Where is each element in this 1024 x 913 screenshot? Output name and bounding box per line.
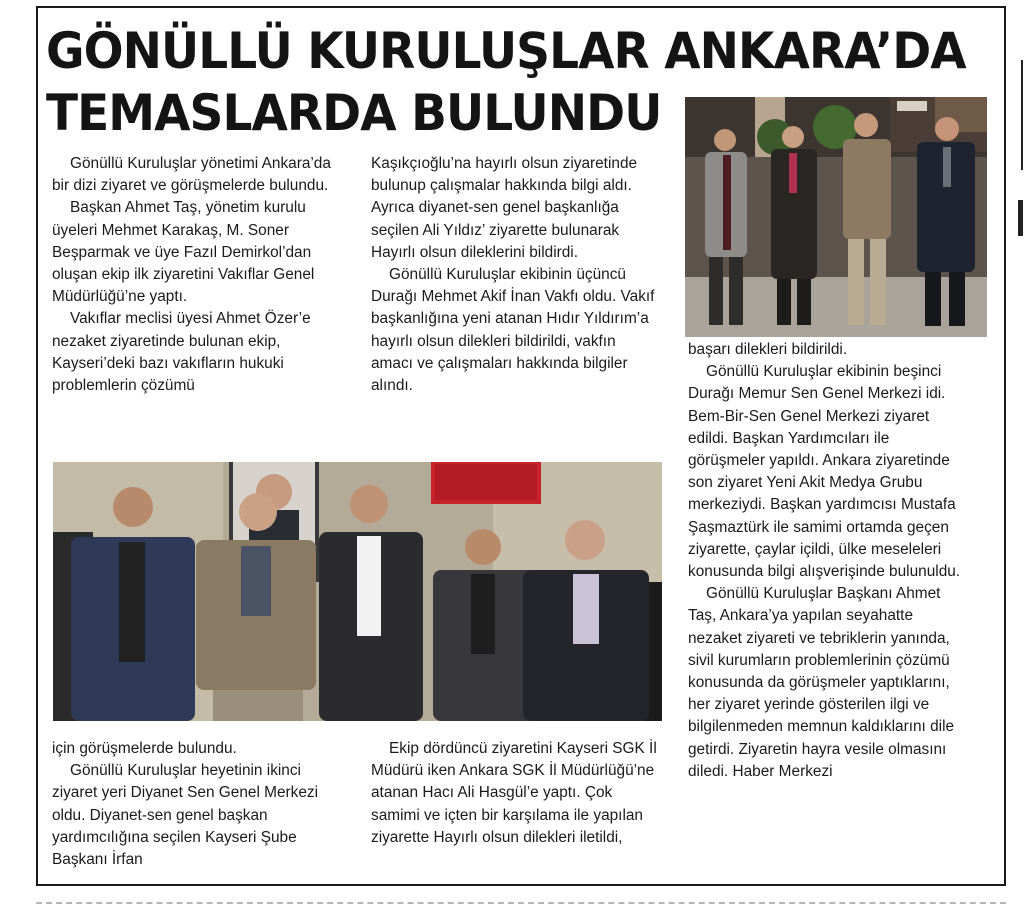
- column-2-top: [371, 153, 661, 397]
- column-1-top: [52, 153, 342, 397]
- paragraph: Gönüllü Kuruluşlar yönetimi Ankara’da bir dizi ziyaret ve görüşmelerde bulundu.: [52, 155, 331, 195]
- column-1-bottom: [52, 738, 342, 871]
- paragraph: Gönüllü Kuruluşlar ekibinin üçüncü Durağı Mehmet Akif İnan Vakfı oldu. Vakıf başkanlığına yeni atanan Hıdır Yıldırım’a hayırlı olsun dilekleri bildirildi, vakfın amacı ve çalışmaları hakkında bilgiler alındı.: [371, 266, 655, 395]
- paragraph: Kaşıkçıoğlu’na hayırlı olsun ziyaretinde bulunup çalışmalar hakkında bilgi aldı. Ayrıca diyanet-sen genel başkanlığa seçilen Ali Yıldız’ ziyarette bulunarak Hayırlı olsun dileklerini bildirdi.: [371, 155, 638, 261]
- paragraph: Ekip dördüncü ziyaretini Kayseri SGK İl Müdürü iken Ankara SGK İl Müdürlüğü’ne atanan Hacı Ali Hasgül’e yaptı. Çok samimi ve içten bir karşılama ile yapılan ziyarette Hayırlı olsun dilekleri iletildi,: [371, 740, 657, 846]
- photo-top-right-image: [685, 97, 987, 337]
- photo-middle-image: [53, 462, 662, 721]
- paragraph: Başkan Ahmet Taş, yönetim kurulu üyeleri Mehmet Karakaş, M. Soner Beşparmak ve üye Fazıl Demirkol’dan oluşan ekip ilk ziyaretini Vakıflar Genel Müdürlüğü’ne yaptı.: [52, 199, 315, 306]
- column-2-bottom: [371, 738, 661, 849]
- paragraph: için görüşmelerde bulundu.: [52, 740, 237, 757]
- headline-line-2: TEMASLARDA BULUNDU: [46, 84, 662, 142]
- photo-middle: [53, 462, 662, 721]
- paragraph: Gönüllü Kuruluşlar Başkanı Ahmet Taş, Ankara’ya yapılan seyahatte nezaket ziyareti ve tebriklerin yanında, sivil kurumların problemlerinin çözümü konusunda da görüşmeler yaptıklarını, her ziyaret yerinde gösterilen ilgi ve bilgilenmeden memnun kaldıklarını dile getirdi. Ziyaretin hayra vesile olmasını diledi. Haber Merkezi: [688, 585, 955, 780]
- bottom-rule: [36, 902, 1006, 904]
- paragraph: Gönüllü Kuruluşlar heyetinin ikinci ziyaret yeri Diyanet Sen Genel Merkezi oldu. Diyanet-sen genel başkan yardımcılığına seçilen Kayseri Şube Başkanı İrfan: [52, 762, 319, 869]
- paragraph: başarı dilekleri bildirildi.: [688, 341, 848, 358]
- paragraph: Vakıflar meclisi üyesi Ahmet Özer’e nezaket ziyaretinde bulunan ekip, Kayseri’deki bazı vakıfların hukuki problemlerin çözümü: [52, 310, 311, 395]
- column-3: [688, 339, 968, 783]
- photo-top-right: [685, 97, 987, 337]
- paragraph: Gönüllü Kuruluşlar ekibinin beşinci Durağı Memur Sen Genel Merkezi idi. Bem-Bir-Sen Genel Merkezi ziyaret edildi. Başkan Yardımcıları ile görüşmeler yapıldı. Ankara ziyaretinde son ziyaret Yeni Akit Medya Grubu merkeziydi. Başkan yardımcısı Mustafa Şaşmaztürk ile samimi ortamda geçen ziyarette, çaylar içildi, ülke meseleleri konusunda bilgi alışverişinde bulunuldu.: [688, 363, 961, 581]
- edge-mark: [1021, 60, 1023, 170]
- edge-mark: [1018, 200, 1023, 236]
- headline-line-1: GÖNÜLLÜ KURULUŞLAR ANKARA’DA: [46, 22, 966, 80]
